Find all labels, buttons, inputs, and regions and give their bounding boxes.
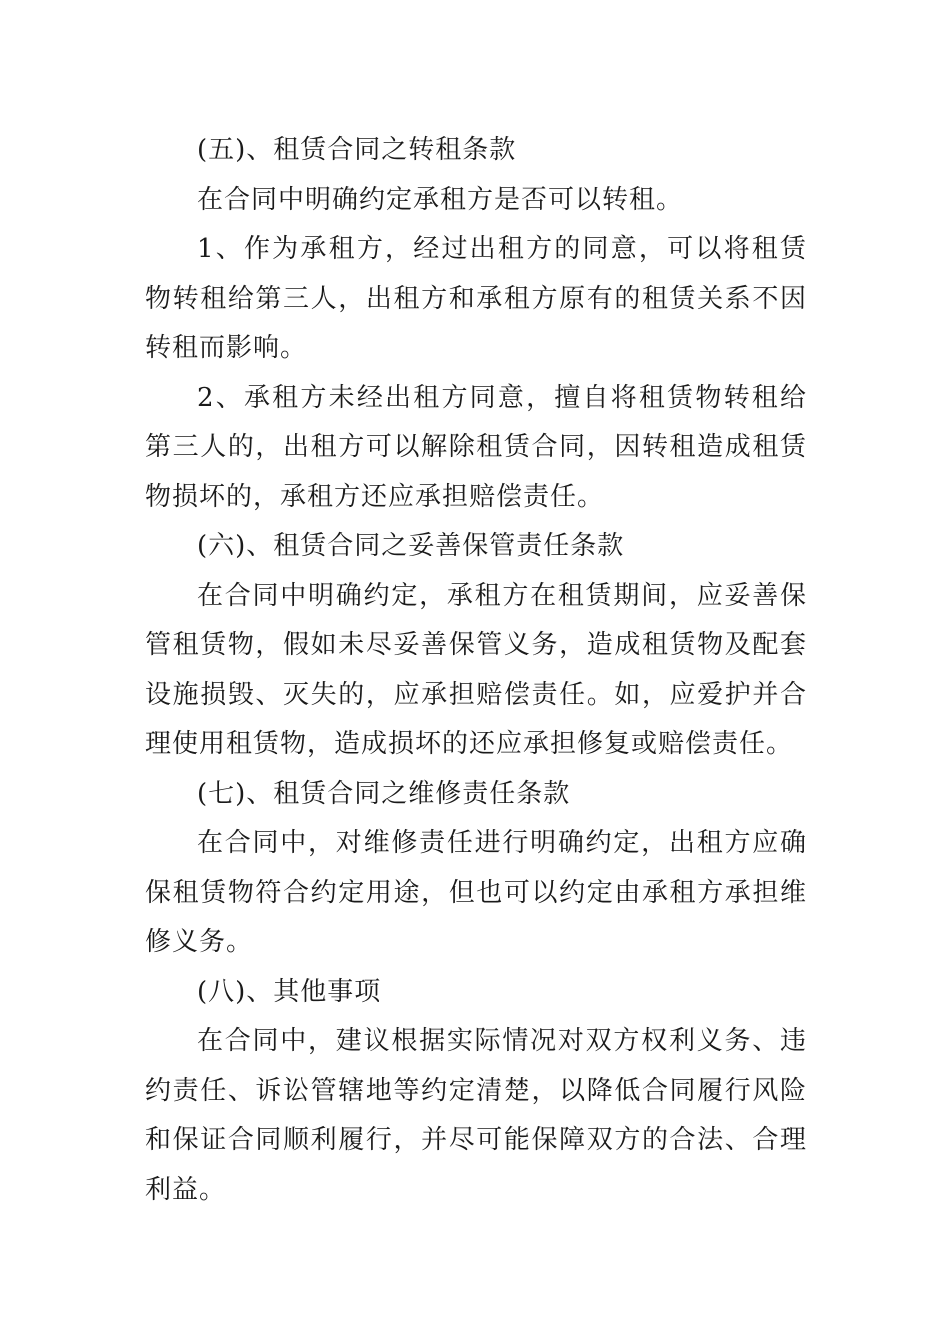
document-body xyxy=(145,126,807,1215)
paragraph-sublease-item-2: 2、承租方未经出租方同意，擅自将租赁物转租给第三人的，出租方可以解除租赁合同，因转租造成租赁物损坏的，承租方还应承担赔偿责任。 xyxy=(145,382,807,512)
section-heading-7: (七)、租赁合同之维修责任条款 xyxy=(197,778,571,809)
section-heading-8: (八)、其他事项 xyxy=(197,976,382,1007)
section-heading-5: (五)、租赁合同之转租条款 xyxy=(197,135,517,165)
paragraph-custody: 在合同中明确约定，承租方在租赁期间，应妥善保管租赁物，假如未尽妥善保管义务，造成租赁物及配套设施损毁、灭失的，应承担赔偿责任。如，应爱护并合理使用租赁物，造成损坏的还应承担修复或赔偿责任。 xyxy=(145,580,807,759)
section-heading-6: (六)、租赁合同之妥善保管责任条款 xyxy=(197,531,625,561)
paragraph-other-matters: 在合同中，建议根据实际情况对双方权利义务、违约责任、诉讼管辖地等约定清楚，以降低合同履行风险和保证合同顺利履行，并尽可能保障双方的合法、合理利益。 xyxy=(145,1026,807,1205)
paragraph-sublease-item-1: 1、作为承租方，经过出租方的同意，可以将租赁物转租给第三人，出租方和承租方原有的租赁关系不因转租而影响。 xyxy=(145,234,807,363)
paragraph-sublease-intro: 在合同中明确约定承租方是否可以转租。 xyxy=(197,184,684,215)
paragraph-maintenance: 在合同中，对维修责任进行明确约定，出租方应确保租赁物符合约定用途，但也可以约定由承租方承担维修义务。 xyxy=(145,828,807,957)
